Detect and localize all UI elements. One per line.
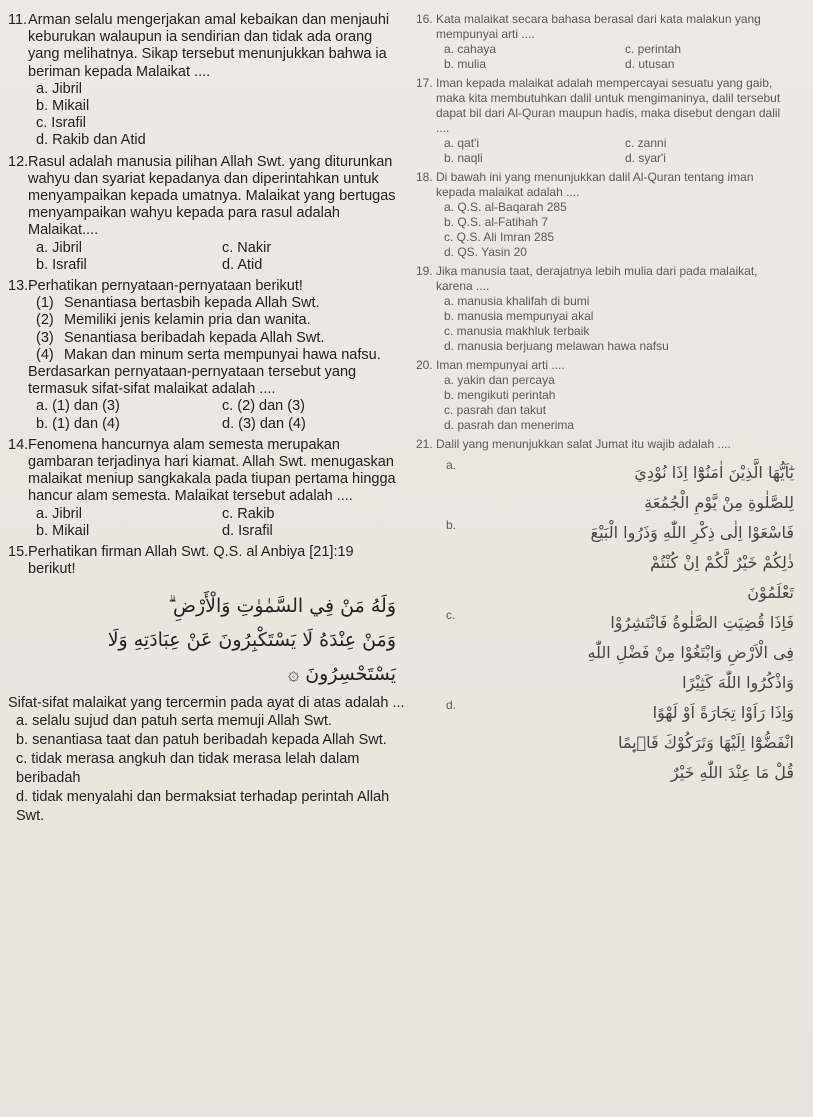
- option-d[interactable]: d. tidak menyalahi dan bermaksiat terhadap perintah Allah Swt.: [16, 788, 390, 824]
- options: [8, 81, 408, 150]
- option-c[interactable]: c. perintah: [625, 42, 682, 56]
- question-19: [416, 264, 806, 354]
- options: [416, 373, 806, 433]
- question-number: 16.: [416, 12, 433, 26]
- arabic-line: لِلصَّلٰوةِ مِنْ يَّوْمِ الْجُمُعَةِ: [644, 493, 794, 512]
- option-letter: b.: [446, 518, 457, 532]
- question-number: 20.: [416, 358, 433, 372]
- option-a[interactable]: a. Q.S. al-Baqarah 285: [444, 200, 567, 214]
- question-stem: Kata malaikat secara bahasa berasal dari kata malakun yang mempunyai arti ....: [436, 12, 761, 41]
- statement-list: [8, 295, 408, 364]
- option-c[interactable]: c. pasrah dan takut: [444, 403, 547, 417]
- option-letter: c.: [446, 608, 456, 622]
- question-20: [416, 358, 806, 433]
- statement-text: Makan dan minum serta mempunyai hawa nafsu.: [64, 346, 381, 363]
- option-c[interactable]: c. Israfil: [36, 115, 86, 132]
- statement-item: [36, 330, 408, 347]
- arabic-line: وَاِذَا رَاَوْا تِجَارَةً اَوْ لَهْوًا: [652, 703, 794, 722]
- left-column: [8, 12, 408, 830]
- option-d[interactable]: d. syar'i: [625, 151, 666, 165]
- option-b[interactable]: b. Q.S. al-Fatihah 7: [444, 215, 549, 229]
- arabic-line: تَعْلَمُوْنَ: [747, 583, 794, 602]
- option-b[interactable]: b. mengikuti perintah: [444, 388, 556, 402]
- option-b[interactable]: b. Mikail: [36, 98, 90, 115]
- question-stem: Jika manusia taat, derajatnya lebih mulia dari pada malaikat, karena ....: [436, 264, 758, 293]
- arabic-line: قُلْ مَا عِنْدَ اللّٰهِ خَيْرٌ: [670, 763, 794, 782]
- option-b[interactable]: [416, 518, 806, 608]
- statement-text: Memiliki jenis kelamin pria dan wanita.: [64, 312, 311, 329]
- option-b[interactable]: b. manusia mempunyai akal: [444, 309, 594, 323]
- statement-text: Senantiasa beribadah kepada Allah Swt.: [64, 329, 325, 346]
- arabic-line: فِى الْاَرْضِ وَابْتَغُوْا مِنْ فَضْلِ اللّٰهِ: [587, 643, 794, 662]
- arabic-line: انْفَضُّوْٓا اِلَيْهَا وَتَرَكُوْكَ قَاۤىِٕمًا: [617, 733, 794, 752]
- option-a[interactable]: a. selalu sujud dan patuh serta memuji Allah Swt.: [16, 712, 332, 729]
- option-b[interactable]: b. (1) dan (4): [36, 415, 120, 432]
- option-a[interactable]: [416, 458, 806, 518]
- option-a[interactable]: a. Jibril: [36, 239, 82, 256]
- options: [8, 712, 408, 826]
- question-stem: Di bawah ini yang menunjukkan dalil Al-Quran tentang iman kepada malaikat adalah ....: [436, 170, 754, 199]
- options: [416, 136, 806, 166]
- question-number: 12.: [8, 153, 29, 170]
- arabic-line: وَاذْكُرُوا اللّٰهَ كَثِيْرًا: [682, 673, 794, 692]
- arabic-line: يٰٓاَيُّهَا الَّذِيْنَ اٰمَنُوْٓا اِذَا نُوْدِيَ: [634, 463, 794, 482]
- question-stem: Arman selalu mengerjakan amal kebaikan dan menjauhi keburukan walaupun ia sendirian dan tidak ada orang yang melihatnya. Sikap tersebut menunjukkan bahwa ia beriman kepada Malaikat ....: [28, 12, 390, 80]
- statement-number: (1): [36, 295, 54, 312]
- option-d[interactable]: d. (3) dan (4): [222, 415, 306, 432]
- option-b[interactable]: b. Israfil: [36, 256, 87, 273]
- statement-number: (2): [36, 312, 54, 329]
- option-c[interactable]: c. zanni: [625, 136, 667, 150]
- option-a[interactable]: a. (1) dan (3): [36, 398, 120, 415]
- right-column: [416, 12, 806, 792]
- question-stem: Perhatikan pernyataan-pernyataan berikut!: [28, 278, 303, 295]
- question-11: [8, 12, 408, 150]
- option-b[interactable]: b. naqli: [444, 151, 483, 165]
- option-d[interactable]: d. QS. Yasin 20: [444, 245, 527, 259]
- question-13: [8, 278, 408, 433]
- arabic-verse-line-2: وَمَنْ عِنْدَهُ لَا يَسْتَكْبِرُونَ عَنْ عِبَادَتِهِ وَلَا يَسْتَحْسِرُونَ ۞: [107, 628, 396, 685]
- option-d[interactable]: [416, 698, 806, 788]
- statement-item: [36, 347, 408, 364]
- option-d[interactable]: d. Rakib dan Atid: [36, 132, 146, 149]
- question-number: 13.: [8, 278, 29, 295]
- question-12: [8, 154, 408, 274]
- option-a[interactable]: a. Jibril: [36, 505, 82, 522]
- question-21: [416, 437, 806, 788]
- question-14: [8, 437, 408, 540]
- statement-item: [36, 295, 408, 312]
- question-stem: Rasul adalah manusia pilihan Allah Swt. yang diturunkan wahyu dan syariat kepadanya dan diperintahkan untuk menyampaikan kepada umatnya. Malaikat yang bertugas menyampaikan wahyu kepada para rasul adalah Malaikat....: [28, 153, 396, 239]
- question-number: 15.: [8, 544, 29, 561]
- arabic-verse-line-1: وَلَهُ مَنْ فِي السَّمٰوٰتِ وَالْأَرْضِ ۗ: [168, 594, 396, 617]
- question-stem-2: Berdasarkan pernyataan-pernyataan tersebut yang termasuk sifat-sifat malaikat adalah ....: [28, 364, 357, 398]
- statement-item: [36, 312, 408, 329]
- option-d[interactable]: d. manusia berjuang melawan hawa nafsu: [444, 339, 669, 353]
- options: [8, 398, 408, 432]
- arabic-line: فَاِذَا قُضِيَتِ الصَّلٰوةُ فَانْتَشِرُوْا: [610, 613, 794, 632]
- option-c[interactable]: c. Q.S. Ali Imran 285: [444, 230, 555, 244]
- option-a[interactable]: a. yakin dan percaya: [444, 373, 555, 387]
- question-number: 21.: [416, 437, 433, 451]
- option-letter: d.: [446, 698, 457, 712]
- options: [8, 506, 408, 540]
- arabic-line: فَاسْعَوْا اِلٰى ذِكْرِ اللّٰهِ وَذَرُوا الْبَيْعَ: [590, 523, 794, 542]
- option-c[interactable]: [416, 608, 806, 698]
- question-stem: Iman kepada malaikat adalah mempercayai sesuatu yang gaib, maka kita membutuhkan dalil untuk mengimaninya, dalil tersebut dapat bil dari Al-Quran maupun hadis, maka disebut dengan dalil ....: [436, 76, 781, 135]
- question-number: 19.: [416, 264, 433, 278]
- options: [8, 240, 408, 274]
- question-16: [416, 12, 806, 72]
- question-number: 11.: [8, 12, 28, 28]
- option-a[interactable]: a. cahaya: [444, 42, 497, 56]
- arabic-line: ذٰلِكُمْ خَيْرٌ لَّكُمْ اِنْ كُنْتُمْ: [650, 553, 794, 572]
- question-number: 14.: [8, 436, 29, 453]
- option-b[interactable]: b. Mikail: [36, 522, 90, 539]
- question-18: [416, 170, 806, 260]
- option-b[interactable]: b. senantiasa taat dan patuh beribadah kepada Allah Swt.: [16, 731, 387, 748]
- option-c[interactable]: c. manusia makhluk terbaik: [444, 324, 590, 338]
- option-a[interactable]: a. manusia khalifah di bumi: [444, 294, 590, 308]
- option-c[interactable]: c. (2) dan (3): [222, 398, 305, 415]
- option-d[interactable]: d. utusan: [625, 57, 675, 71]
- question-stem: Dalil yang menunjukkan salat Jumat itu wajib adalah ....: [436, 437, 731, 451]
- statement-text: Senantiasa bertasbih kepada Allah Swt.: [64, 295, 320, 312]
- answer-options: [416, 458, 806, 788]
- question-stem: Iman mempunyai arti ....: [436, 358, 565, 372]
- question-number: 17.: [416, 76, 433, 90]
- statement-number: (4): [36, 346, 54, 363]
- option-c[interactable]: c. Nakir: [222, 239, 272, 256]
- option-c[interactable]: c. tidak merasa angkuh dan tidak merasa lelah dalam beribadah: [16, 750, 360, 786]
- option-d[interactable]: d. pasrah dan menerima: [444, 418, 575, 432]
- option-a[interactable]: a. qat'i: [444, 136, 479, 150]
- statement-number: (3): [36, 329, 54, 346]
- options: [416, 42, 806, 72]
- option-d[interactable]: d. Israfil: [222, 522, 273, 539]
- option-d[interactable]: d. Atid: [222, 256, 263, 273]
- question-stem-2: Sifat-sifat malaikat yang tercermin pada ayat di atas adalah ...: [8, 694, 405, 711]
- option-letter: a.: [446, 458, 457, 472]
- question-number: 18.: [416, 170, 433, 184]
- option-b[interactable]: b. mulia: [444, 57, 487, 71]
- options: [416, 294, 806, 354]
- question-17: [416, 76, 806, 166]
- question-stem: Perhatikan firman Allah Swt. Q.S. al Anbiya [21]:19 berikut!: [28, 544, 354, 578]
- question-stem: Fenomena hancurnya alam semesta merupakan gambaran terjadinya hari kiamat. Allah Swt. menugaskan malaikat meniup sangkakala pada tiupan pertama hingga hancur alam semesta. Malaikat tersebut adalah ....: [28, 436, 396, 505]
- option-a[interactable]: a. Jibril: [36, 80, 82, 97]
- option-c[interactable]: c. Rakib: [222, 505, 275, 522]
- question-15: [8, 544, 408, 826]
- options: [416, 200, 806, 260]
